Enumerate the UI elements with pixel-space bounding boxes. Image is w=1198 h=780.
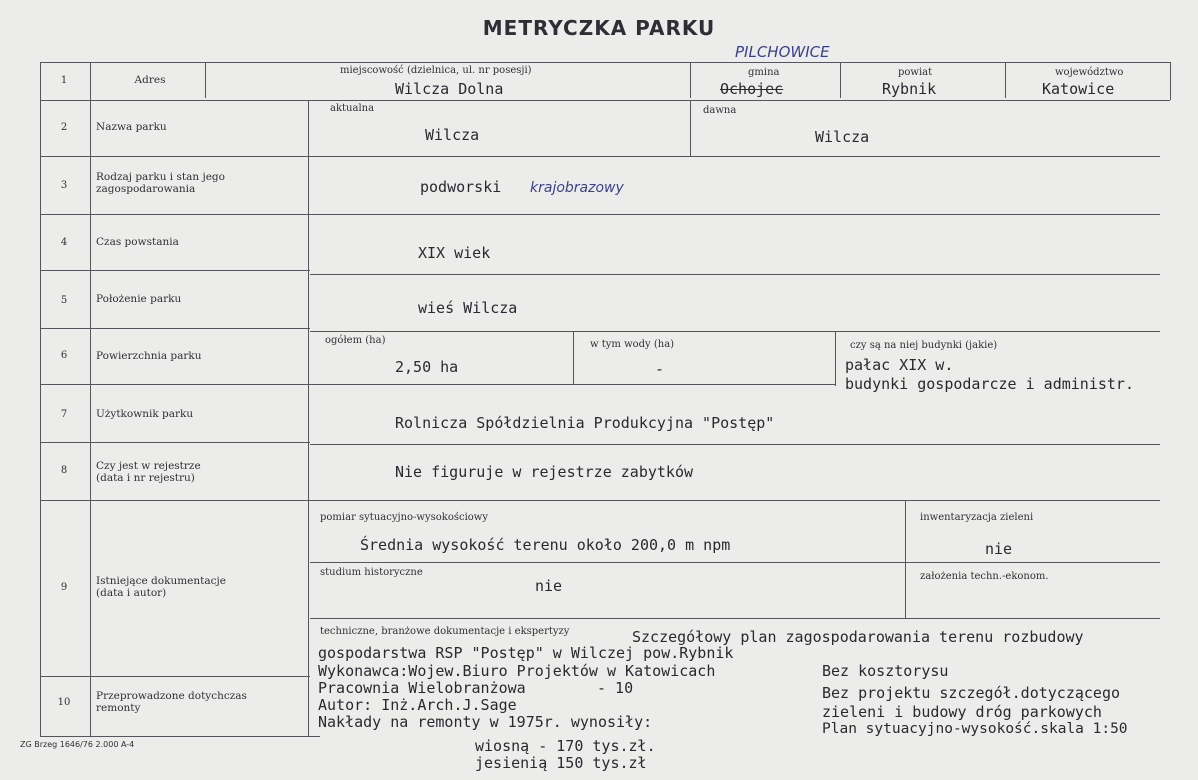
remonty-line-3: Nakłady na remonty w 1975r. wynosiły: bbox=[318, 713, 653, 731]
value-techniczne-3b: Bez kosztorysu bbox=[822, 662, 949, 680]
value-aktualna: Wilcza bbox=[425, 126, 480, 144]
label-nazwa-parku: Nazwa parku bbox=[96, 121, 167, 133]
row-number: 7 bbox=[60, 409, 68, 420]
row-number: 4 bbox=[60, 237, 68, 248]
remonty-line-4: wiosną - 170 tys.zł. bbox=[475, 737, 656, 755]
sublabel-zalozenia: założenia techn.-ekonom. bbox=[920, 571, 1049, 582]
value-inwentaryzacja: nie bbox=[985, 540, 1013, 558]
label-adres: Adres bbox=[134, 74, 166, 86]
sublabel-ogolem: ogółem (ha) bbox=[325, 335, 386, 346]
remonty-line-5: jesienią 150 tys.zł bbox=[475, 754, 647, 772]
remonty-line-1: Pracownia Wielobranżowa bbox=[318, 679, 526, 697]
value-dawna: Wilcza bbox=[815, 128, 870, 146]
value-czas-powstania: XIX wiek bbox=[418, 244, 491, 262]
value-ogolem: 2,50 ha bbox=[395, 358, 459, 376]
row-number: 8 bbox=[60, 465, 68, 476]
label-remonty: Przeprowadzone dotychczas remonty bbox=[96, 690, 247, 714]
handwritten-krajobrazowy: krajobrazowy bbox=[530, 180, 624, 196]
remonty-right-2: zieleni i budowy dróg parkowych bbox=[822, 703, 1102, 721]
value-rodzaj: podworski bbox=[420, 178, 502, 196]
page-title: METRYCZKA PARKU bbox=[482, 16, 716, 40]
sublabel-wody: w tym wody (ha) bbox=[590, 339, 675, 350]
print-footer: ZG Brzeg 1646/76 2.000 A-4 bbox=[20, 740, 135, 749]
row-number: 5 bbox=[60, 295, 68, 306]
value-techniczne-1: Szczegółowy plan zagospodarowania terenu rozbudowy bbox=[632, 628, 1084, 646]
row-number: 9 bbox=[60, 582, 68, 593]
value-powiat: Rybnik bbox=[882, 80, 937, 98]
sublabel-miejscowosc: miejscowość (dzielnica, ul. nr posesji) bbox=[340, 65, 532, 76]
value-gmina-struck: Ochojec bbox=[720, 80, 784, 98]
row-number: 3 bbox=[60, 180, 68, 191]
value-rejestr: Nie figuruje w rejestrze zabytków bbox=[395, 463, 694, 481]
sublabel-techniczne: techniczne, branżowe dokumentacje i ekspertyzy bbox=[320, 626, 570, 637]
remonty-right-1: Bez projektu szczegół.dotyczącego bbox=[822, 684, 1121, 702]
row-number: 6 bbox=[60, 350, 68, 361]
value-techniczne-2: gospodarstwa RSP "Postęp" w Wilczej pow.Rybnik bbox=[318, 644, 734, 662]
row-number: 10 bbox=[57, 697, 71, 708]
value-polozenie: wieś Wilcza bbox=[418, 299, 518, 317]
sublabel-wojewodztwo: województwo bbox=[1055, 67, 1124, 78]
label-uzytkownik-parku: Użytkownik parku bbox=[96, 408, 194, 420]
sublabel-pomiar: pomiar sytuacyjno-wysokościowy bbox=[320, 512, 489, 523]
remonty-line-1b: - 10 bbox=[597, 679, 634, 697]
label-czas-powstania: Czas powstania bbox=[96, 236, 179, 248]
remonty-right-3: Plan sytuacyjno-wysokość.skala 1:50 bbox=[822, 721, 1128, 737]
label-dokumentacje: Istniejące dokumentacje (data i autor) bbox=[96, 575, 226, 599]
sublabel-gmina: gmina bbox=[748, 67, 780, 78]
value-budynki-1: pałac XIX w. bbox=[845, 356, 954, 374]
sublabel-budynki: czy są na niej budynki (jakie) bbox=[850, 340, 998, 351]
label-rejestr: Czy jest w rejestrze (data i nr rejestru) bbox=[96, 460, 201, 484]
sublabel-studium: studium historyczne bbox=[320, 567, 423, 578]
label-rodzaj-parku: Rodzaj parku i stan jego zagospodarowania bbox=[96, 171, 225, 195]
label-powierzchnia-parku: Powierzchnia parku bbox=[96, 350, 202, 362]
sublabel-inwentaryzacja: inwentaryzacja zieleni bbox=[920, 512, 1034, 523]
value-pomiar: Średnia wysokość terenu około 200,0 m npm bbox=[360, 536, 731, 554]
sublabel-powiat: powiat bbox=[898, 67, 933, 78]
value-miejscowosc: Wilcza Dolna bbox=[395, 80, 504, 98]
label-polozenie-parku: Położenie parku bbox=[96, 293, 182, 305]
handwritten-gmina-correction: PILCHOWICE bbox=[735, 43, 830, 61]
value-techniczne-3: Wykonawca:Wojew.Biuro Projektów w Katowicach bbox=[318, 662, 716, 680]
value-uzytkownik: Rolnicza Spółdzielnia Produkcyjna "Postęp" bbox=[395, 414, 775, 432]
row-number: 1 bbox=[60, 75, 68, 86]
value-studium: nie bbox=[535, 577, 563, 595]
value-budynki-2: budynki gospodarcze i administr. bbox=[845, 375, 1134, 393]
sublabel-dawna: dawna bbox=[703, 105, 737, 116]
row-number: 2 bbox=[60, 122, 68, 133]
sublabel-aktualna: aktualna bbox=[330, 103, 375, 114]
remonty-line-2: Autor: Inż.Arch.J.Sage bbox=[318, 696, 517, 714]
value-wody: - bbox=[655, 360, 665, 378]
value-wojewodztwo: Katowice bbox=[1042, 80, 1115, 98]
